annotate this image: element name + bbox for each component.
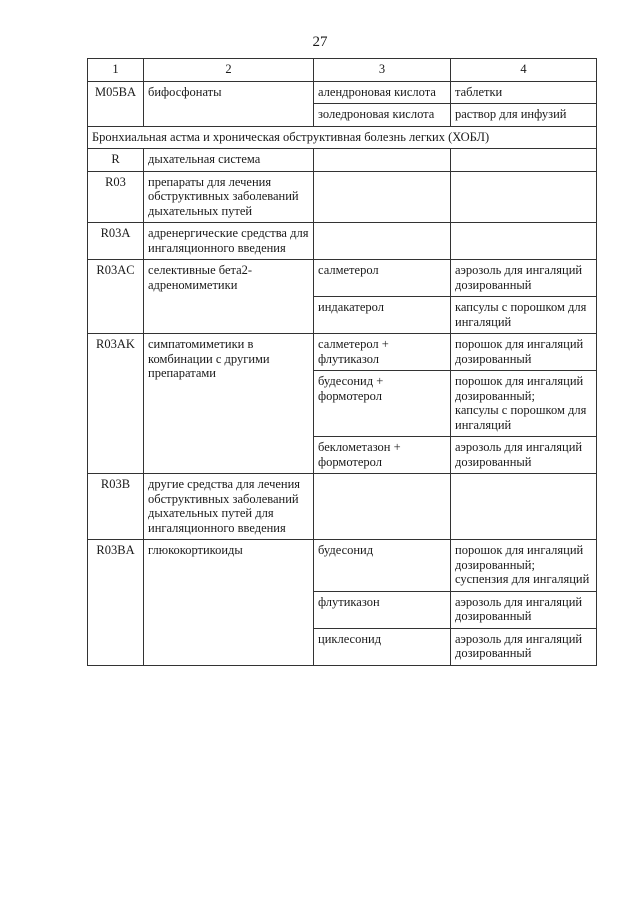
atc-code: R: [88, 149, 144, 172]
drug-name: индакатерол: [314, 297, 451, 334]
group-name: глюкокортикоиды: [144, 540, 314, 666]
page-number: 27: [312, 34, 328, 50]
dosage-form: аэрозоль для ингаляций дозированный: [451, 628, 597, 665]
dosage-form: аэрозоль для ингаляций дозированный: [451, 591, 597, 628]
drug-name: золедроновая кислота: [314, 104, 451, 127]
drug-name: салметерол + флутиказол: [314, 334, 451, 371]
group-name: селективные бета2-адреномиметики: [144, 260, 314, 334]
group-name: симпатомиметики в комбинации с другими препаратами: [144, 334, 314, 474]
group-name: препараты для лечения обструктивных заболеваний дыхательных путей: [144, 171, 314, 223]
table-row: [88, 223, 597, 260]
column-header-3: 3: [314, 59, 451, 82]
drug-table: [87, 58, 597, 666]
dosage-form: порошок для ингаляций дозированный; капсулы с порошком для ингаляций: [451, 371, 597, 437]
dosage-form: таблетки: [451, 81, 597, 104]
table-row: [88, 81, 597, 104]
atc-code: M05BA: [88, 81, 144, 126]
drug-name: салметерол: [314, 260, 451, 297]
drug-name: алендроновая кислота: [314, 81, 451, 104]
column-header-1: 1: [88, 59, 144, 82]
drug-name: флутиказон: [314, 591, 451, 628]
atc-code: R03AC: [88, 260, 144, 334]
atc-code: R03: [88, 171, 144, 223]
dosage-form: [451, 149, 597, 172]
atc-code: R03A: [88, 223, 144, 260]
group-name: дыхательная система: [144, 149, 314, 172]
dosage-form: капсулы с порошком для ингаляций: [451, 297, 597, 334]
section-row: [88, 126, 597, 149]
table-row: [88, 171, 597, 223]
table-row: [88, 149, 597, 172]
dosage-form: [451, 223, 597, 260]
drug-name: [314, 474, 451, 540]
dosage-form: [451, 474, 597, 540]
group-name: бифосфонаты: [144, 81, 314, 126]
drug-name: [314, 171, 451, 223]
drug-name: [314, 149, 451, 172]
section-title: Бронхиальная астма и хроническая обструктивная болезнь легких (ХОБЛ): [88, 126, 597, 149]
column-header-2: 2: [144, 59, 314, 82]
group-name: другие средства для лечения обструктивных заболеваний дыхательных путей для ингаляционного введения: [144, 474, 314, 540]
table-row: [88, 260, 597, 297]
dosage-form: аэрозоль для ингаляций дозированный: [451, 260, 597, 297]
table-row: [88, 334, 597, 371]
table-row: [88, 540, 597, 592]
atc-code: R03BA: [88, 540, 144, 666]
dosage-form: порошок для ингаляций дозированный: [451, 334, 597, 371]
drug-name: [314, 223, 451, 260]
column-header-4: 4: [451, 59, 597, 82]
dosage-form: раствор для инфузий: [451, 104, 597, 127]
header-row: [88, 59, 597, 82]
dosage-form: порошок для ингаляций дозированный; суспензия для ингаляций: [451, 540, 597, 592]
atc-code: R03B: [88, 474, 144, 540]
drug-name: будесонид + формотерол: [314, 371, 451, 437]
drug-name: беклометазон + формотерол: [314, 437, 451, 474]
table-row: [88, 474, 597, 540]
atc-code: R03AK: [88, 334, 144, 474]
drug-name: циклесонид: [314, 628, 451, 665]
dosage-form: [451, 171, 597, 223]
drug-name: будесонид: [314, 540, 451, 592]
group-name: адренергические средства для ингаляционного введения: [144, 223, 314, 260]
dosage-form: аэрозоль для ингаляций дозированный: [451, 437, 597, 474]
